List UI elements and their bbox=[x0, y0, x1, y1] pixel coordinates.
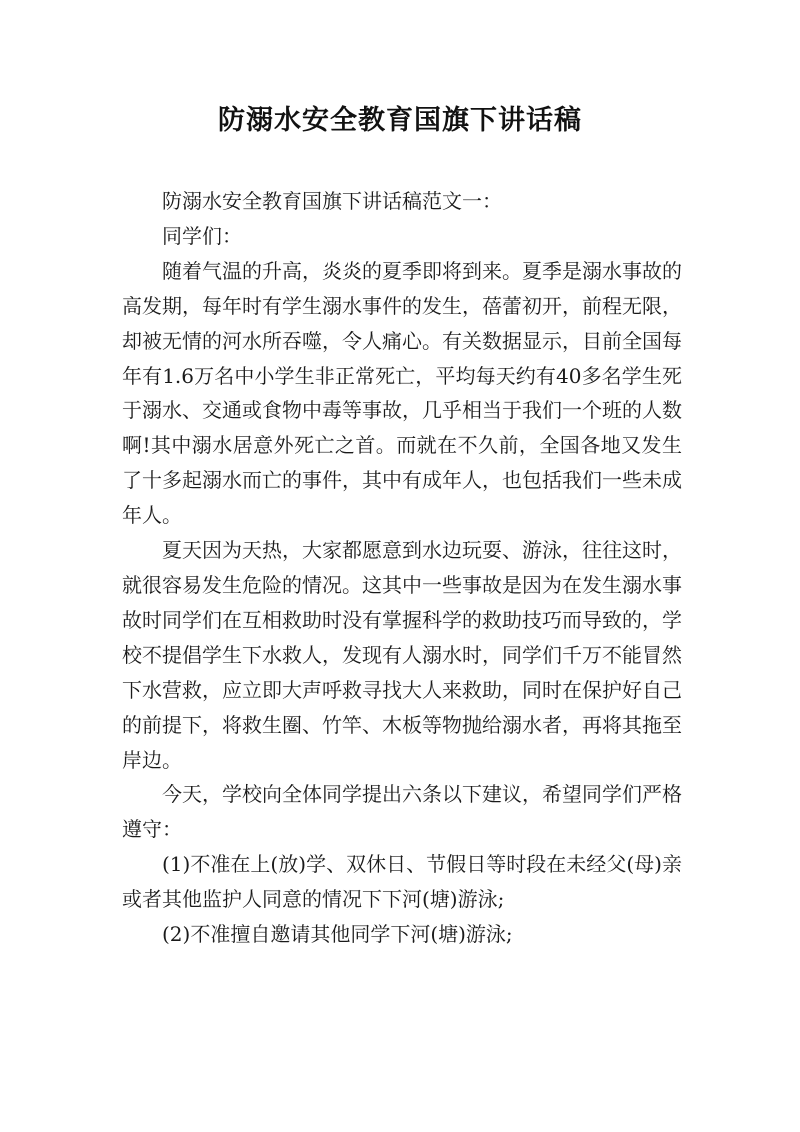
paragraph-rule-1: (1)不准在上(放)学、双休日、节假日等时段在未经父(母)亲或者其他监护人同意的情况下下河(塘)游泳; bbox=[122, 852, 682, 912]
document-title: 防溺水安全教育国旗下讲话稿 bbox=[218, 105, 582, 136]
paragraph-subtitle: 防溺水安全教育国旗下讲话稿范文一： bbox=[162, 189, 502, 213]
paragraph-suggestions: 今天，学校向全体同学提出六条以下建议，希望同学们严格遵守： bbox=[122, 782, 682, 842]
paragraph-salutation: 同学们： bbox=[162, 223, 242, 248]
paragraph-intro: 随着气温的升高，炎炎的夏季即将到来。夏季是溺水事故的高发期，每年时有学生溺水事件的发生，蓓蕾初开，前程无限，却被无情的河水所吞噬，令人痛心。有关数据显示，目前全国每年有1.6万名中小学生非正常死亡，平均每天约有40多名学生死于溺水、交通或食物中毒等事故，几乎相当于我们一个班的人数啊!其中溺水居意外死亡之首。而就在不久前，全国各地又发生了十多起溺水而亡的事件，其中有成年人，也包括我们一些未成年人。 bbox=[122, 258, 682, 528]
paragraph-summer-danger: 夏天因为天热，大家都愿意到水边玩耍、游泳，往往这时，就很容易发生危险的情况。这其中一些事故是因为在发生溺水事故时同学们在互相救助时没有掌握科学的救助技巧而导致的，学校不提倡学生下水救人，发现有人溺水时，同学们千万不能冒然下水营救，应立即大声呼救寻找大人来救助，同时在保护好自己的前提下，将救生圈、竹竿、木板等物抛给溺水者，再将其拖至岸边。 bbox=[122, 538, 682, 772]
paragraph-rule-2: (2)不准擅自邀请其他同学下河(塘)游泳; bbox=[162, 922, 513, 947]
document-body bbox=[122, 184, 682, 952]
